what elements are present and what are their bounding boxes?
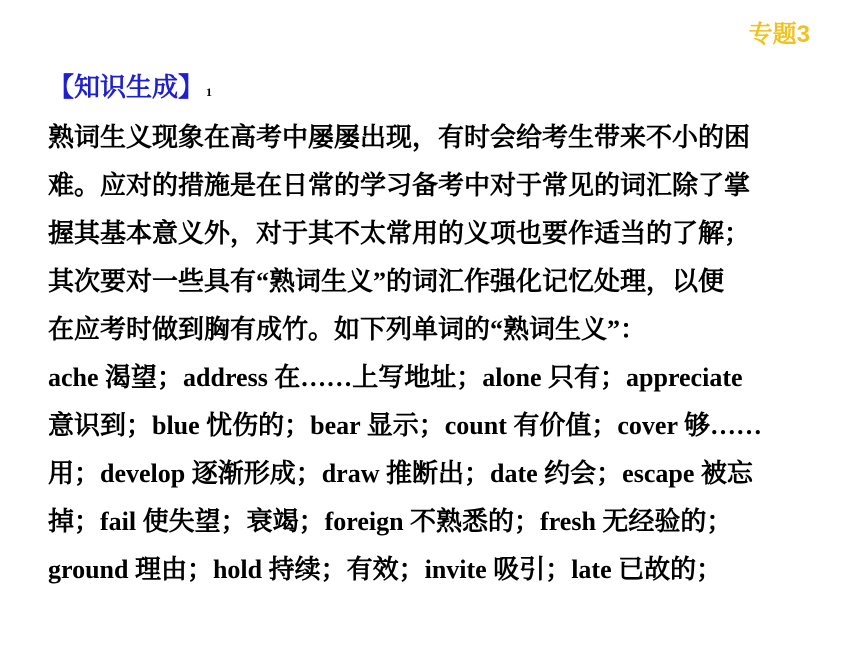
- heading-note: 1: [206, 85, 213, 99]
- vocab-line: 掉；fail 使失望；衰竭；foreign 不熟悉的；fresh 无经验的；: [48, 507, 733, 536]
- paragraph: [48, 114, 820, 354]
- heading-line: [48, 66, 820, 114]
- paragraph-line: 握其基本意义外，对于其不太常用的义项也要作适当的了解；: [48, 219, 751, 248]
- content-area: [48, 66, 820, 594]
- vocab-line: 用；develop 逐渐形成；draw 推断出；date 约会；escape 被忘: [48, 459, 753, 488]
- vocab-line: ache 渴望；address 在……上写地址；alone 只有；appreciate: [48, 363, 743, 392]
- section-heading: 【知识生成】: [48, 73, 205, 103]
- paragraph-line: 熟词生义现象在高考中屡屡出现，有时会给考生带来不小的困: [48, 123, 751, 152]
- topic-label: 专题3: [748, 21, 810, 48]
- vocab-line: ground 理由；hold 持续；有效；invite 吸引；late 已故的；: [48, 555, 723, 584]
- vocab-list: [48, 354, 820, 594]
- paragraph-line: 在应考时做到胸有成竹。如下列单词的“熟词生义”：: [48, 315, 647, 344]
- vocab-line: 意识到；blue 忧伤的；bear 显示；count 有价值；cover 够……: [48, 411, 763, 440]
- paragraph-line: 其次要对一些具有“熟词生义”的词汇作强化记忆处理，以便: [48, 267, 725, 296]
- paragraph-line: 难。应对的措施是在日常的学习备考中对于常见的词汇除了掌: [48, 171, 751, 200]
